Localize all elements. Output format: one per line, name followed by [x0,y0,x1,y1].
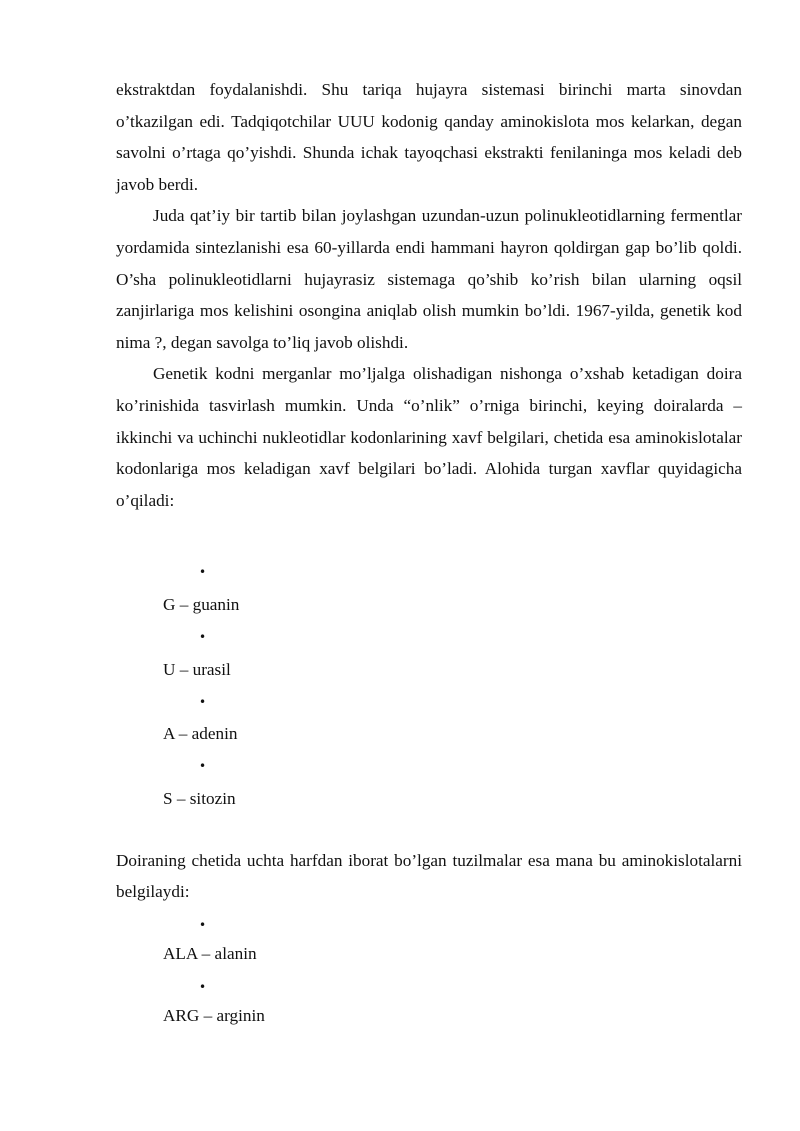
list-item [116,621,742,686]
bullet-icon: • [199,917,207,932]
nucleotide-list [116,556,742,814]
list-item [116,970,742,1032]
aminoacid-list [116,908,742,1032]
paragraph-genetic-code: Genetik kodni merganlar mo’ljalga olishadigan nishonga o’xshab ketadigan doira ko’rinishida tasvirlash mumkin. Unda “o’nlik” o’rniga birinchi, keying doiralarda – ikkinchi va uchinchi nukleotidlar kodonlarining xavf belgilari, chetida esa aminokislotalar kodonlariga mos keladigan xavf belgilari bo’ladi. Alohida turgan xavflar quyidagicha o’qiladi: [116,364,742,510]
bullet-icon: • [199,694,207,709]
aminoacid-arginin: ARG – arginin [163,1005,265,1025]
list-item [116,686,742,751]
document-page [116,74,742,1032]
nucleotide-adenin: A – adenin [163,724,238,744]
aminoacid-alanin: ALA – alanin [163,943,257,963]
bullet-icon: • [199,979,207,994]
nucleotide-guanin: G – guanin [163,594,240,614]
nucleotide-urasil: U – urasil [163,659,231,679]
bullet-icon: • [199,759,207,774]
paragraph-aminoacids: Doiraning chetida uchta harfdan iborat bo’lgan tuzilmalar esa mana bu aminokislotalarni belgilaydi: [116,850,742,902]
paragraph-polynucleotides: Juda qat’iy bir tartib bilan joylashgan uzundan-uzun polinukleotidlarning fermentlar yordamida sintezlanishi esa 60-yillarda endi hammani hayron qoldirgan gap bo’lib qoldi. O’sha polinukleotidlarni hujayrasiz sistemaga qo’shib ko’rish bilan ularning oqsil zanjirlariga mos kelishini osongina aniqlab olish mumkin bo’ldi. 1967-yilda, genetik kod nima ?, degan savolga to’liq javob olishdi. [116,206,742,352]
spacer [116,516,742,556]
nucleotide-sitozin: S – sitozin [163,788,236,808]
bullet-icon: • [199,565,207,580]
list-item [116,908,742,970]
paragraph-extract: ekstraktdan foydalanishdi. Shu tariqa hujayra sistemasi birinchi marta sinovdan o’tkazilgan edi. Tadqiqotchilar UUU kodonig qanday aminokislota mos kelarkan, degan savolni o’rtaga qo’yishdi. Shunda ichak tayoqchasi ekstrakti fenilaninga mos keladi deb javob berdi. [116,80,742,194]
bullet-icon: • [199,629,207,644]
list-item [116,750,742,815]
list-item [116,556,742,621]
spacer [116,815,742,845]
